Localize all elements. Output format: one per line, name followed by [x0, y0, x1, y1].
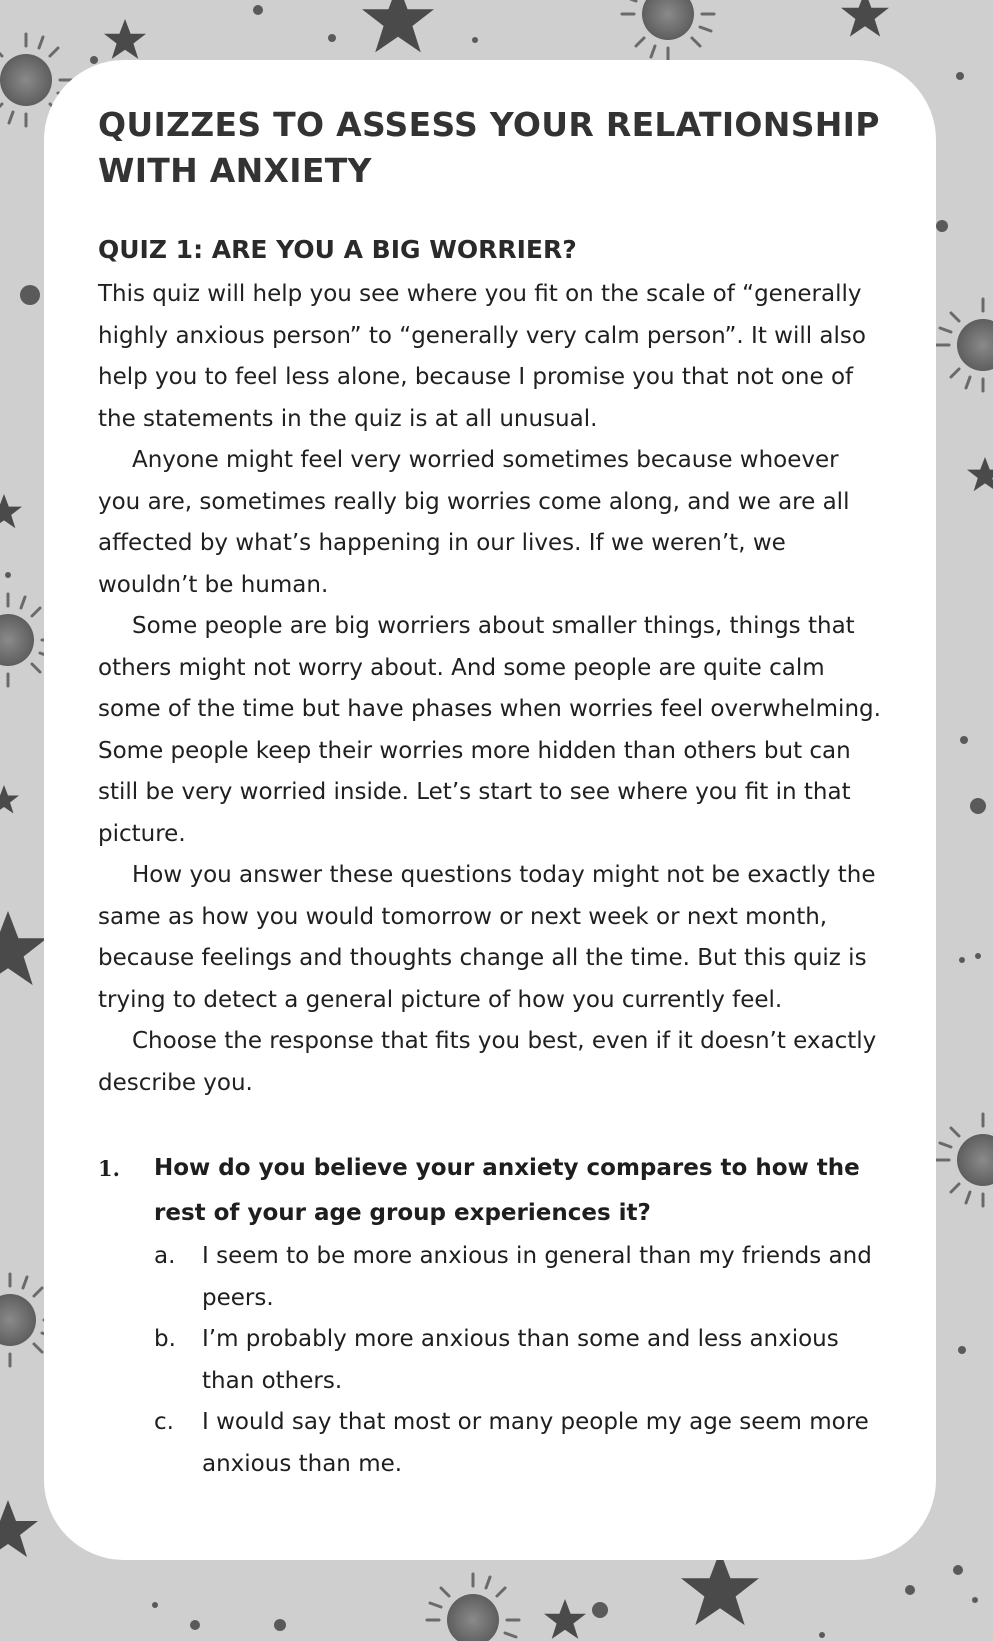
option-text: I would say that most or many people my age seem more anxious than me.	[202, 1409, 869, 1477]
quiz-title: QUIZ 1: ARE YOU A BIG WORRIER?	[98, 235, 577, 264]
star-icon	[0, 785, 19, 814]
option-text: I’m probably more anxious than some and less anxious than others.	[202, 1326, 839, 1394]
option-letter: a.	[154, 1243, 176, 1269]
page-content	[98, 102, 888, 1485]
star-icon	[104, 19, 146, 59]
page-title: QUIZZES TO ASSESS YOUR RELATIONSHIP WITH ANXIETY	[98, 105, 880, 190]
sun-icon	[427, 1574, 519, 1641]
sun-icon	[937, 299, 993, 391]
body-paragraph: Anyone might feel very worried sometimes because whoever you are, sometimes really big worries come along, and we are all affected by what’s happening in our lives. If we weren’t, we wouldn’t be human.	[98, 447, 850, 598]
option-letter: c.	[154, 1409, 174, 1435]
option-letter: b.	[154, 1326, 176, 1352]
question-number: 1.	[98, 1156, 120, 1181]
star-icon	[681, 1551, 759, 1625]
answer-option-b	[154, 1319, 888, 1402]
star-icon	[362, 0, 434, 52]
star-icon	[967, 457, 993, 491]
answer-option-a	[154, 1236, 888, 1319]
star-icon	[544, 1599, 586, 1639]
quiz-question	[98, 1146, 888, 1236]
star-icon	[841, 0, 889, 37]
question-text: How do you believe your anxiety compares to how the rest of your age group experiences it?	[154, 1155, 860, 1226]
body-paragraph: Some people are big worriers about smaller things, things that others might not worry about. And some people are quite calm some of the time but have phases when worries feel overwhelming. Some people keep their worries more hidden than others but can still be very worried inside. Let’s start to see where you fit in that picture.	[98, 613, 881, 847]
body-paragraph: How you answer these questions today might not be exactly the same as how you would tomorrow or next week or next month, because feelings and thoughts change all the time. But this quiz is trying to detect a general picture of how you currently feel.	[98, 862, 876, 1013]
star-icon	[0, 494, 22, 528]
sun-icon	[622, 0, 714, 60]
page-card	[44, 60, 936, 1560]
intro-paragraph: This quiz will help you see where you fit on the scale of “generally highly anxious person” to “generally very calm person”. It will also help you to feel less alone, because I promise you that not one of the statements in the quiz is at all unusual.	[98, 281, 866, 432]
answer-option-c	[154, 1402, 888, 1485]
option-text: I seem to be more anxious in general than my friends and peers.	[202, 1243, 872, 1311]
star-icon	[0, 1500, 38, 1557]
sun-icon	[937, 1114, 993, 1206]
body-paragraph: Choose the response that fits you best, even if it doesn’t exactly describe you.	[98, 1028, 877, 1096]
star-icon	[0, 911, 47, 985]
answer-options	[154, 1236, 888, 1485]
